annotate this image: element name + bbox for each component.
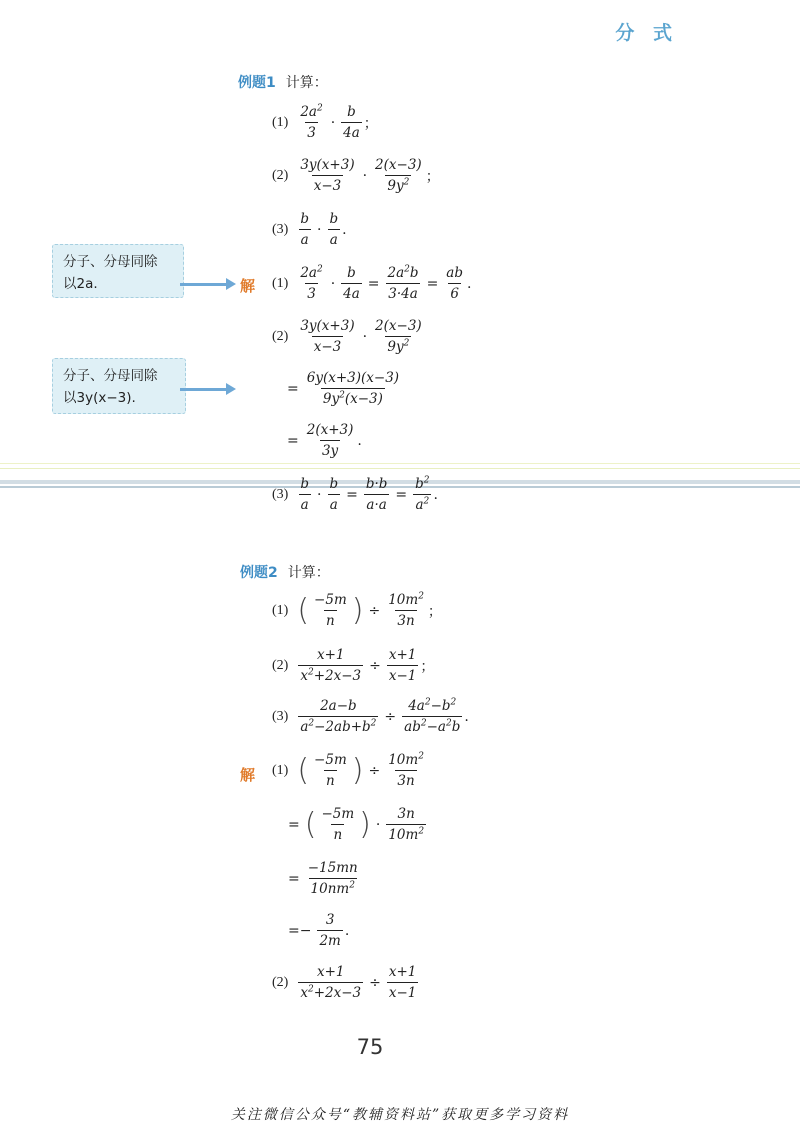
ex2-solution-1-step3: =− $\frac{3}{2m}$ . <box>288 912 350 949</box>
ex2-solution-1-step2: = $\frac{-15mn}{10nm^2}$ <box>288 860 358 897</box>
problem-number: (3) <box>272 221 289 237</box>
example2-label: 例题2 <box>240 565 278 581</box>
page-number: 75 <box>356 1035 384 1059</box>
ex2-problem-3: (3) $\frac{2a-b}{a^2-2ab+b^2}$ ÷ $\frac{4a^2-b^2}{ab^2-a^2b}$ . <box>272 697 469 735</box>
ex1-problem-1: (1) $\frac{2a^2}{3}$ · $\frac{b}{4a}$ ； <box>272 103 378 141</box>
example2-heading <box>240 562 330 582</box>
arrow-icon <box>180 283 228 286</box>
divider-line <box>0 468 800 469</box>
ex2-problem-2: (2) $\frac{x+1}{x^2+2x-3}$ ÷ $\frac{x+1}{x-1}$ ； <box>272 647 435 684</box>
problem-number: (2) <box>272 974 289 990</box>
solution1-label: 解 <box>240 277 256 295</box>
ex1-solution-2-step2: = $\frac{2(x+3)}{3y}$ . <box>287 422 362 459</box>
problem-number: (2) <box>272 657 289 673</box>
example2-title: 计算： <box>287 565 330 581</box>
ex2-solution-1-step1: = ( $\frac{-5m}{n}$ ) · $\frac{3n}{10m^2}$ <box>288 806 425 843</box>
ex2-solution-2: (2) $\frac{x+1}{x^2+2x-3}$ ÷ $\frac{x+1}{x-1}$ <box>272 964 417 1001</box>
ex1-solution-2-step1: = $\frac{6y(x+3)(x-3)}{9y^2(x-3)}$ <box>287 370 400 407</box>
ex1-solution-3: (3) $\frac{b}{a}$ · $\frac{b}{a}$ = $\frac{b\cdot b}{a\cdot a}$ = $\frac{b^2}{a^2}$ . <box>272 475 438 513</box>
problem-number: (1) <box>272 114 289 130</box>
problem-number: (1) <box>272 275 289 291</box>
problem-number: (1) <box>272 602 289 618</box>
footer-watermark-text: 关注微信公众号“教辅资料站”获取更多学习资料 <box>230 1107 570 1123</box>
problem-number: (2) <box>272 167 289 183</box>
problem-number: (2) <box>272 328 289 344</box>
ex2-solution-1: (1) ( $\frac{-5m}{n}$ ) ÷ $\frac{10m^2}{3n}$ <box>272 751 424 789</box>
ex1-problem-2: (2) $\frac{3y(x+3)}{x-3}$ · $\frac{2(x-3)}{9y^2}$ ； <box>272 157 440 194</box>
callout-line: 以2a. <box>63 276 98 292</box>
callout-hint-1 <box>52 244 184 298</box>
ex1-problem-3: (3) $\frac{b}{a}$ · $\frac{b}{a}$ . <box>272 211 347 248</box>
callout-line: 分子、分母同除 <box>63 368 158 384</box>
callout-line: 分子、分母同除 <box>63 254 158 270</box>
ex2-problem-1: (1) ( $\frac{-5m}{n}$ ) ÷ $\frac{10m^2}{3n}$ ； <box>272 591 442 629</box>
ex1-solution-2: (2) $\frac{3y(x+3)}{x-3}$ · $\frac{2(x-3)}{9y^2}$ <box>272 318 422 355</box>
problem-number: (3) <box>272 486 289 502</box>
example1-title: 计算： <box>285 75 328 91</box>
callout-hint-2 <box>52 358 186 414</box>
example1-label: 例题1 <box>238 75 276 91</box>
arrow-icon <box>180 388 228 391</box>
problem-number: (1) <box>272 762 289 778</box>
divider-line <box>0 463 800 464</box>
chapter-header: 分 式 <box>615 22 678 44</box>
problem-number: (3) <box>272 708 289 724</box>
callout-line: 以3y(x−3). <box>63 390 136 406</box>
ex1-solution-1: (1) $\frac{2a^2}{3}$ · $\frac{b}{4a}$ = $\frac{2a^2b}{3\cdot 4a}$ = $\frac{ab}{6}$ . <box>272 264 472 302</box>
example1-heading <box>238 72 328 92</box>
solution2-label: 解 <box>240 766 256 784</box>
